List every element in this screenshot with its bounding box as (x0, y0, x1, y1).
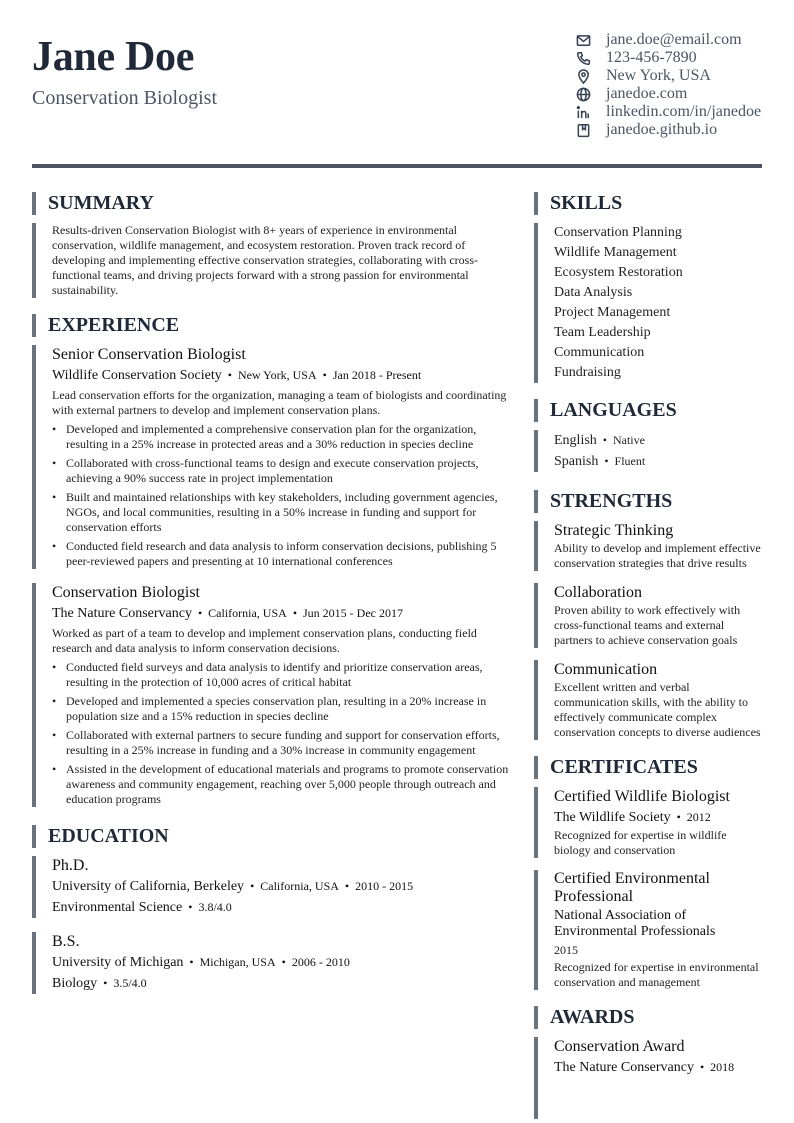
edu-school: University of Michigan (52, 955, 184, 970)
edu-location: Michigan, USA (199, 955, 276, 969)
job-bullets (52, 660, 510, 807)
strengths-heading: STRENGTHS (534, 490, 764, 513)
edu-field-row: Environmental Science • 3.8/4.0 (52, 900, 232, 915)
job-location: New York, USA (237, 368, 317, 382)
job-meta: Wildlife Conservation Society • New York, USA • Jan 2018 - Present (52, 368, 422, 383)
globe-icon (574, 85, 592, 103)
job-org: The Nature Conservancy (52, 606, 192, 621)
languages-heading: LANGUAGES (534, 399, 764, 422)
skill-item: Team Leadership (554, 325, 651, 340)
certificate-desc: Recognized for expertise in wildlife biology and conservation (554, 828, 727, 857)
list-item: • Conducted field surveys and data analysis to identify and prioritize conservation areas, resulting in the protection of 10,000 acres of critical habitat (52, 660, 510, 690)
strength-name: Communication (554, 661, 658, 678)
list-item: • Developed and implemented a species conservation plan, resulting in a 20% increase in population size and a 15% reduction in species decline (52, 694, 510, 724)
award-year: 2018 (710, 1060, 735, 1074)
list-item: • Collaborated with external partners to secure funding and support for conservation efforts, resulting in a 25% increase in funding and a 30% increase in community engagement (52, 728, 510, 758)
list-item: • Developed and implemented a comprehensive conservation plan for the organization, resulting in a 25% increase in protected areas and a 30% reduction in species decline (52, 422, 510, 452)
language-level: Fluent (614, 454, 646, 468)
edu-school: University of California, Berkeley (52, 879, 245, 894)
edu-meta: University of Michigan • Michigan, USA • 2006 - 2010 (52, 955, 350, 970)
edu-gpa: 3.5/4.0 (113, 976, 147, 990)
award-meta: The Nature Conservancy • 2018 (554, 1060, 735, 1075)
certificate-item (534, 787, 764, 858)
job-org: Wildlife Conservation Society (52, 368, 222, 383)
skill-item: Conservation Planning (554, 225, 682, 240)
skills-heading: SKILLS (534, 192, 764, 215)
language-name: English (554, 433, 597, 448)
linkedin-icon (574, 103, 592, 121)
edu-degree: B.S. (52, 933, 80, 950)
strength-name: Strategic Thinking (554, 522, 674, 539)
certificate-year: 2015 (554, 943, 578, 957)
strength-desc: Proven ability to work effectively with cross-functional teams and external partners to achieve conservation goals (554, 603, 741, 647)
experience-entry (32, 583, 510, 807)
contact-website[interactable] (574, 85, 761, 103)
contact-list (574, 31, 761, 139)
awards-heading: AWARDS (534, 1006, 764, 1029)
summary-section (32, 223, 510, 298)
job-location: California, USA (208, 606, 287, 620)
skill-item: Ecosystem Restoration (554, 265, 683, 280)
award-name: Conservation Award (554, 1038, 685, 1055)
contact-location (574, 67, 761, 85)
strength-desc: Excellent written and verbal communication skills, with the ability to effectively communicate complex conservation concepts to diverse audiences (554, 680, 761, 739)
strength-item (534, 660, 764, 740)
certificates-heading: CERTIFICATES (534, 756, 764, 779)
language-level: Native (612, 433, 645, 447)
skill-item: Communication (554, 345, 645, 360)
certificate-desc: Recognized for expertise in environmental conservation and management (554, 960, 759, 989)
education-heading: EDUCATION (32, 825, 510, 848)
location-icon (574, 67, 592, 85)
contact-linkedin-text: linkedin.com/in/janedoe (606, 103, 762, 120)
certificate-org: National Association of Environmental Professionals (554, 908, 716, 939)
edu-meta: University of California, Berkeley • California, USA • 2010 - 2015 (52, 879, 414, 894)
right-column (534, 192, 764, 1123)
skill-item: Fundraising (554, 365, 621, 380)
edu-location: California, USA (260, 879, 339, 893)
list-item: • Built and maintained relationships with key stakeholders, including government agencies, NGOs, and local communities, resulting in a 50% increase in funding and support for conservation efforts (52, 490, 510, 535)
edu-field-row: Biology • 3.5/4.0 (52, 976, 147, 991)
contact-github-text: janedoe.github.io (606, 121, 718, 138)
strength-desc: Ability to develop and implement effective conservation strategies that drive results (554, 541, 761, 570)
edu-gpa: 3.8/4.0 (198, 900, 232, 914)
contact-location-text: New York, USA (606, 67, 711, 84)
languages-section (534, 430, 764, 472)
left-column (32, 192, 510, 1008)
job-dates: Jun 2015 - Dec 2017 (303, 606, 403, 620)
contact-phone-text: 123-456-7890 (606, 49, 697, 66)
edu-dates: 2006 - 2010 (291, 955, 350, 969)
strength-name: Collaboration (554, 584, 642, 601)
language-item: English • Native (554, 433, 645, 448)
list-item: • Conducted field research and data analysis to inform conservation decisions, publishing 5 peer-reviewed papers and presenting at 10 international conferences (52, 539, 510, 569)
award-org: The Nature Conservancy (554, 1060, 694, 1075)
certificate-item (534, 870, 764, 990)
award-item (534, 1037, 764, 1119)
education-entry (32, 932, 510, 994)
edu-field: Environmental Science (52, 900, 183, 915)
skill-item: Data Analysis (554, 285, 633, 300)
job-meta: The Nature Conservancy • California, USA • Jun 2015 - Dec 2017 (52, 606, 403, 621)
certificate-year: 2012 (686, 810, 711, 824)
phone-icon (574, 49, 592, 67)
edu-field: Biology (52, 976, 98, 991)
certificate-name: Certified Environmental Professional (554, 870, 710, 905)
certificate-meta: The Wildlife Society • 2012 (554, 810, 711, 825)
job-description: Lead conservation efforts for the organization, managing a team of biologists and coordinating with external partners to develop and implement conservation plans. (52, 388, 507, 417)
resume-header (32, 0, 762, 168)
strength-item (534, 583, 764, 648)
mail-icon (574, 31, 592, 49)
certificate-name: Certified Wildlife Biologist (554, 788, 730, 805)
summary-text: Results-driven Conservation Biologist with 8+ years of experience in environmental conservation, wildlife management, and ecosystem restoration. Proven track record of developing and implementing effective conservation strategies, collaborating with cross-functional teams, and driving projects forward with a strong passion for environmental sustainability. (52, 223, 478, 297)
language-name: Spanish (554, 454, 599, 469)
job-role: Senior Conservation Biologist (52, 346, 246, 363)
list-item: • Assisted in the development of educational materials and programs to promote conservation awareness and community engagement, reaching over 5,000 people through outreach and education programs (52, 762, 510, 807)
skill-item: Project Management (554, 305, 671, 320)
contact-website-text: janedoe.com (606, 85, 688, 102)
certificate-org: The Wildlife Society (554, 810, 671, 825)
edu-degree: Ph.D. (52, 857, 89, 874)
job-bullets (52, 422, 510, 569)
job-dates: Jan 2018 - Present (332, 368, 422, 382)
candidate-title: Conservation Biologist (32, 87, 217, 109)
contact-github[interactable] (574, 121, 761, 139)
contact-email[interactable] (574, 31, 761, 49)
education-entry (32, 856, 510, 918)
language-item: Spanish • Fluent (554, 454, 646, 469)
edu-dates: 2010 - 2015 (355, 879, 414, 893)
job-description: Worked as part of a team to develop and implement conservation plans, conducting field research and data analysis to inform conservation decisions. (52, 626, 477, 655)
summary-heading: SUMMARY (32, 192, 510, 215)
skill-item: Wildlife Management (554, 245, 677, 260)
experience-entry (32, 345, 510, 569)
github-icon (574, 121, 592, 139)
candidate-name: Jane Doe (32, 34, 195, 80)
strength-item (534, 521, 764, 571)
contact-email-text: jane.doe@email.com (606, 31, 742, 48)
skills-section (534, 223, 764, 383)
job-role: Conservation Biologist (52, 584, 200, 601)
experience-heading: EXPERIENCE (32, 314, 510, 337)
contact-linkedin[interactable] (574, 103, 761, 121)
header-divider (32, 164, 762, 168)
list-item: • Collaborated with cross-functional teams to design and execute conservation projects, achieving a 90% success rate in project implementation (52, 456, 510, 486)
contact-phone[interactable] (574, 49, 761, 67)
